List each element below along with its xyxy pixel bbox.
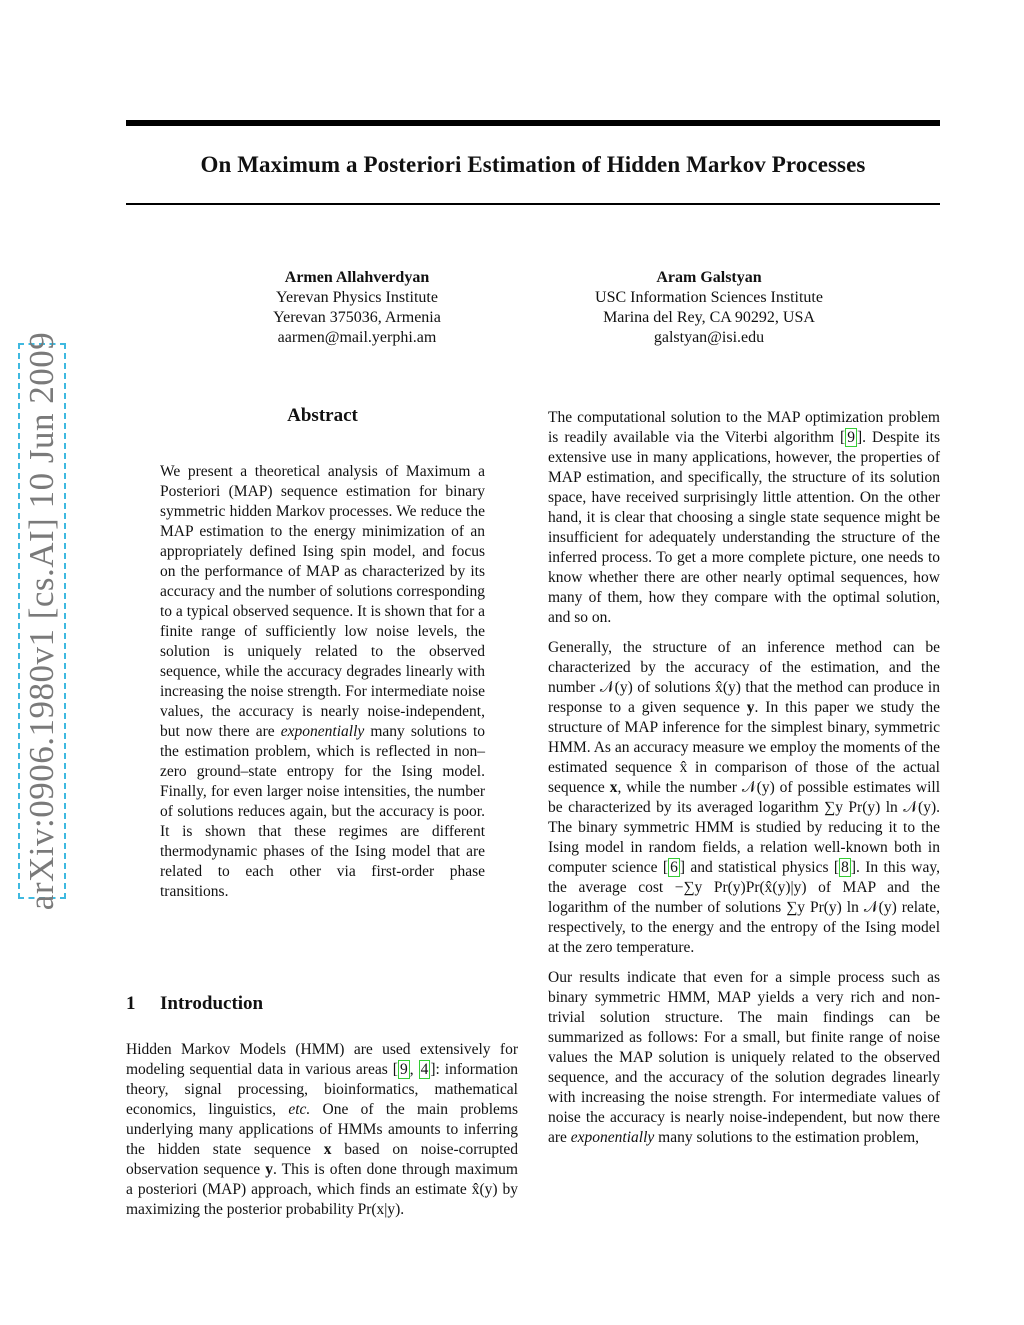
author-name: Armen Allahverdyan — [284, 269, 430, 286]
body-text-part: . Despite its extensive use in many applications, however, the properties of MAP estimation, and specifically, the structure of its solution space, have received surprisingly little attention. On the other hand, it is clear that choosing a single state sequence might be insufficient for adequately understanding the structure of the inferred process. To get a more complete picture, one needs to know whether there are other nearly optimal sequences, how many of them, how they compare with the optimal solution, and so on. — [548, 429, 940, 626]
author-address: Yerevan 375036, Armenia — [273, 309, 441, 326]
introduction-paragraph: Hidden Markov Models (HMM) are used extensively for modeling sequential data in various areas [ 9 , 4 ]: information theory, signal processing, bioinformatics, mathematical economics, linguistics, etc. One of the main problems underlying many applications of HMMs amounts to inferring the hidden state sequence x based on noise-corrupted observation sequence y. This is often done through maximum a posteriori (MAP) approach, which finds an estimate x̂(y) by maximizing the posterior probability Pr(x|y). — [126, 1041, 519, 1218]
intro-text-part: , — [409, 1061, 419, 1078]
author-address: Marina del Rey, CA 90292, USA — [603, 309, 815, 326]
citation-link[interactable]: 4 — [420, 1061, 429, 1078]
author-affiliation: USC Information Sciences Institute — [595, 289, 823, 306]
author-block-1 — [187, 268, 527, 348]
body-text-part: many solutions to the estimation problem, — [654, 1129, 920, 1146]
body-text-part: and statistical physics — [684, 859, 834, 876]
author-block-2 — [539, 268, 879, 348]
body-emphasis: exponentially — [570, 1129, 655, 1146]
body-paragraph — [548, 968, 940, 1148]
intro-text-part: One of the main problems underlying many applications of HMMs amounts to inferring the hidden state sequence — [126, 1101, 518, 1158]
intro-text-part: : information theory, signal processing, bioinformatics, mathematical economics, linguistics, — [126, 1061, 518, 1118]
abstract-emphasis: exponentially — [280, 723, 365, 740]
body-text-part: , while the number 𝒩(y) of possible estimates will be characterized by its averaged logarithm ∑y Pr(y) ln 𝒩(y). The binary symmetric HMM is studied by reducing it to the Ising model in random fields, a relation well-known both in computer science — [548, 779, 940, 876]
body-text-part: . In this way, the average cost −∑y Pr(y)Pr(x̂(y)|y) of MAP and the logarithm of the number of solutions ∑y Pr(y) ln 𝒩(y) relate, respectively, to the energy and the entropy of the Ising model at the zero temperature. — [548, 859, 940, 956]
math-symbol-y: y — [746, 699, 755, 716]
citation-link[interactable]: 9 — [399, 1061, 408, 1078]
paper-title: On Maximum a Posteriori Estimation of Hidden Markov Processes — [200, 152, 866, 177]
section-title: Introduction — [160, 993, 264, 1014]
body-text-part: . In this paper we study the structure of MAP inference for the simplest binary, symmetric HMM. As an accuracy measure we employ the moments of the estimated sequence x̂ in comparison of those of the actual sequence — [548, 699, 940, 796]
abstract-text — [160, 462, 485, 902]
arxiv-identifier: arXiv:0906.1980v1 [cs.AI] 10 Jun 2009 — [22, 331, 61, 911]
author-email: galstyan@isi.edu — [653, 329, 765, 346]
math-symbol-y: y — [265, 1161, 274, 1178]
abstract-heading: Abstract — [287, 405, 358, 426]
citation-link[interactable]: 8 — [841, 859, 849, 876]
intro-emphasis: etc. — [288, 1101, 311, 1118]
math-symbol-x: x — [323, 1141, 332, 1158]
abstract-text-part: many solutions to the estimation problem, which is reflected in non–zero ground–state entropy for the Ising model. Finally, for even larger noise intensities, the number of solutions reduces again, but the accuracy is poor. It is shown that these regimes are different thermodynamic phases of the Ising model that are related to each other via first-order phase transitions. — [160, 723, 486, 900]
abstract-text-part: We present a theoretical analysis of Maximum a Posteriori (MAP) sequence estimation for binary symmetric hidden Markov processes. We reduce the MAP estimation to the energy minimization of an appropriately defined Ising spin model, and focus on the performance of MAP as characterized by its accuracy and the number of solutions corresponding to a typical observed sequence. It is shown that for a finite range of sufficiently low noise levels, the solution is uniquely related to the observed sequence, while the accuracy degrades linearly with increasing the noise strength. For intermediate noise values, the accuracy is nearly noise-independent, but now there are — [160, 463, 485, 740]
author-affiliation: Yerevan Physics Institute — [276, 289, 438, 306]
intro-text-part: Hidden Markov Models (HMM) are used extensively for modeling sequential data in various areas — [126, 1041, 518, 1078]
body-text-part: Generally, the structure of an inference method can be characterized by the accuracy of the estimation, and the number 𝒩(y) of solutions x̂(y) that the method can produce in response to a given sequence — [548, 639, 940, 716]
body-paragraph: Generally, the structure of an inference method can be characterized by the accuracy of the estimation, and the number 𝒩(y) of solutions x̂(y) that the method can produce in response to a given sequence y. In this paper we study the structure of MAP inference for the simplest binary, symmetric HMM. As an accuracy measure we employ the moments of the estimated sequence x̂ in comparison of those of the actual sequence x, while the number 𝒩(y) of possible estimates will be characterized by its averaged logarithm ∑y Pr(y) ln 𝒩(y). The binary symmetric HMM is studied by reducing it to the Ising model in random fields, a relation well-known both in computer science [ 6 ] and statistical physics [ 8 ]. In this way, the average cost −∑y Pr(y)Pr(x̂(y)|y) of MAP and the logarithm of the number of solutions ∑y Pr(y) ln 𝒩(y) relate, respectively, to the energy and the entropy of the Ising model at the zero temperature. — [548, 639, 940, 956]
section-number: 1 — [126, 993, 136, 1014]
title-rule-top — [126, 120, 940, 126]
citation-link[interactable]: 9 — [847, 429, 855, 446]
citation-link[interactable]: 6 — [670, 859, 678, 876]
author-name: Aram Galstyan — [656, 269, 762, 286]
intro-text-part: based on noise-corrupted observation sequence — [126, 1141, 519, 1178]
section-heading-introduction — [126, 993, 518, 1015]
body-paragraph: The computational solution to the MAP optimization problem is readily available via the Viterbi algorithm [ 9 ]. Despite its extensive use in many applications, however, the properties of MAP estimation, and specifically, the structure of its solution space, have received surprisingly little attention. On the other hand, it is clear that choosing a single state sequence might be insufficient for adequately understanding the structure of the inferred process. To get a more complete picture, one needs to know whether there are other nearly optimal sequences, how many of them, how they compare with the optimal solution, and so on. — [548, 409, 940, 626]
intro-text-part: . This is often done through maximum a posteriori (MAP) approach, which finds an estimate x̂(y) by maximizing the posterior probability Pr(x|y). — [126, 1161, 518, 1218]
math-symbol-x: x — [609, 779, 618, 796]
author-email: aarmen@mail.yerphi.am — [277, 329, 437, 346]
title-rule-bottom — [126, 203, 940, 205]
body-text-part: The computational solution to the MAP optimization problem is readily available via the Viterbi algorithm — [548, 409, 940, 446]
body-text-part: Our results indicate that even for a simple process such as binary symmetric HMM, MAP yields a very rich and non-trivial solution structure. The main findings can be summarized as follows: For a small, but finite range of noise values the MAP solution is uniquely related to the observed sequence, and the accuracy of the solution degrades linearly with increasing the noise strength. For intermediate values of noise the accuracy is nearly noise-independent, but now there are — [548, 969, 940, 1146]
right-column — [548, 408, 940, 1158]
